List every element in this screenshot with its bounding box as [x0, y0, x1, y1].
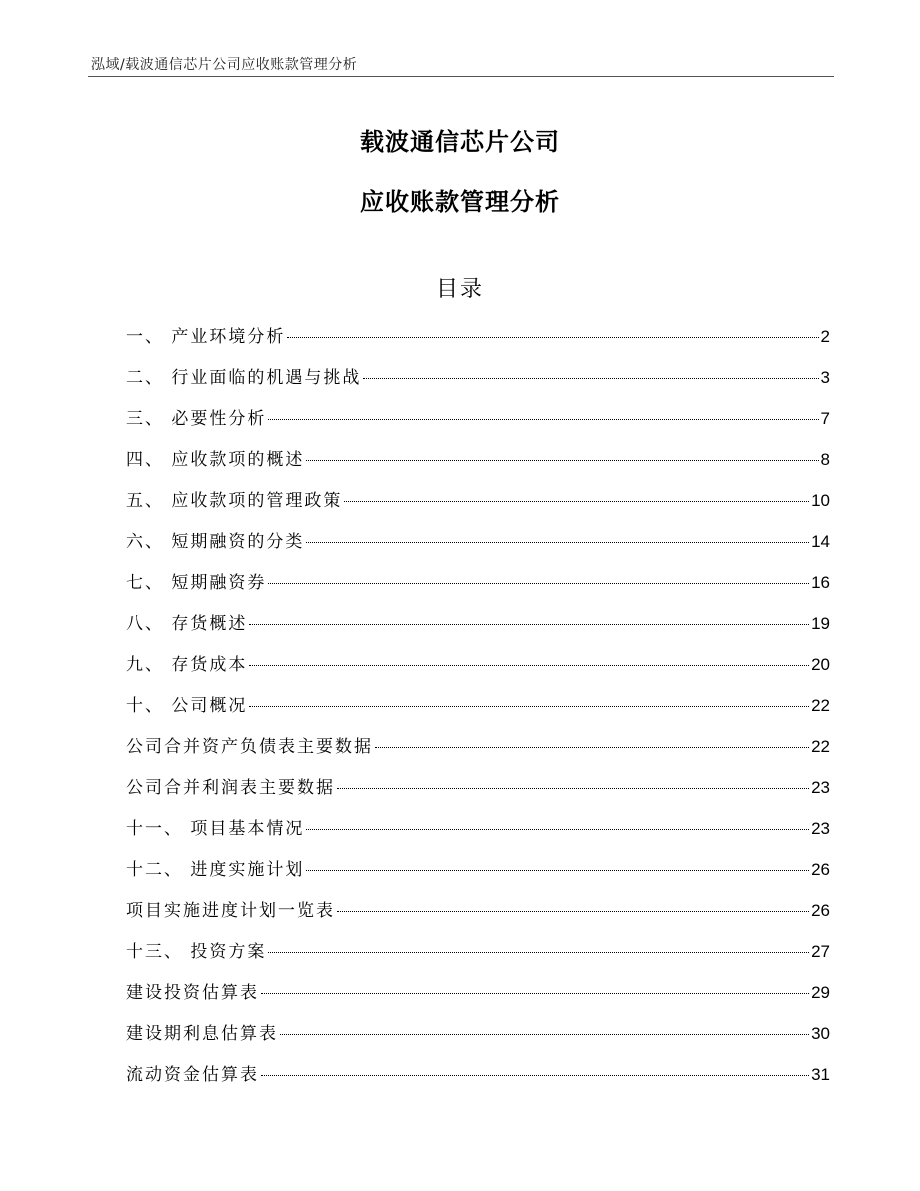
toc-entry[interactable]: [126, 856, 830, 897]
toc-entry[interactable]: [126, 938, 830, 979]
toc-entry-label: 八、 存货概述: [126, 614, 248, 634]
running-header: 泓域/载波通信芯片公司应收账款管理分析: [91, 57, 358, 73]
toc-page-number: 16: [811, 573, 830, 592]
toc-dot-leader: [249, 706, 809, 707]
toc-entry-label: 六、 短期融资的分类: [126, 532, 305, 552]
toc-entry-label: 建设投资估算表: [126, 983, 259, 1003]
toc-heading: 目录: [435, 277, 484, 302]
toc-page-number: 31: [811, 1065, 830, 1084]
toc-entry[interactable]: [126, 1020, 830, 1061]
toc-entry[interactable]: [126, 569, 830, 610]
toc-entry[interactable]: [126, 733, 830, 774]
toc-entry[interactable]: [126, 1061, 830, 1102]
toc-page-number: 14: [811, 532, 830, 551]
toc-page-number: 27: [811, 942, 830, 961]
toc-page-number: 29: [811, 983, 830, 1002]
toc-page-number: 10: [811, 491, 830, 510]
toc-dot-leader: [268, 583, 809, 584]
toc-dot-leader: [337, 911, 809, 912]
toc-dot-leader: [344, 501, 809, 502]
toc-entry[interactable]: [126, 405, 830, 446]
toc-page-number: 22: [811, 696, 830, 715]
document-title-line1: 载波通信芯片公司: [360, 128, 560, 156]
toc-entry-label: 公司合并资产负债表主要数据: [126, 737, 373, 757]
toc-dot-leader: [306, 542, 809, 543]
toc-entry-label: 十一、 项目基本情况: [126, 819, 305, 839]
toc-page-number: 20: [811, 655, 830, 674]
toc-entry[interactable]: [126, 651, 830, 692]
toc-page-number: 30: [811, 1024, 830, 1043]
toc-entry-label: 一、 产业环境分析: [126, 327, 286, 347]
toc-dot-leader: [375, 747, 809, 748]
toc-page-number: 7: [820, 409, 830, 428]
table-of-contents: [126, 323, 830, 1102]
toc-entry[interactable]: [126, 323, 830, 364]
toc-page-number: 26: [811, 901, 830, 920]
toc-entry-label: 十、 公司概况: [126, 696, 248, 716]
toc-entry[interactable]: [126, 487, 830, 528]
toc-entry-label: 建设期利息估算表: [126, 1024, 278, 1044]
toc-dot-leader: [268, 952, 809, 953]
toc-page-number: 23: [811, 778, 830, 797]
toc-dot-leader: [363, 378, 818, 379]
toc-page-number: 26: [811, 860, 830, 879]
toc-entry-label: 十三、 投资方案: [126, 942, 267, 962]
toc-entry-label: 十二、 进度实施计划: [126, 860, 305, 880]
toc-entry-label: 流动资金估算表: [126, 1065, 259, 1085]
toc-page-number: 22: [811, 737, 830, 756]
toc-page-number: 19: [811, 614, 830, 633]
toc-entry-label: 七、 短期融资券: [126, 573, 267, 593]
toc-entry[interactable]: [126, 364, 830, 405]
toc-entry[interactable]: [126, 610, 830, 651]
toc-dot-leader: [268, 419, 818, 420]
document-title-line2: 应收账款管理分析: [360, 188, 560, 216]
toc-entry[interactable]: [126, 692, 830, 733]
toc-dot-leader: [280, 1034, 809, 1035]
toc-entry-label: 五、 应收款项的管理政策: [126, 491, 343, 511]
toc-entry[interactable]: [126, 979, 830, 1020]
toc-dot-leader: [249, 624, 809, 625]
toc-entry-label: 三、 必要性分析: [126, 409, 267, 429]
toc-dot-leader: [306, 829, 809, 830]
toc-entry[interactable]: [126, 446, 830, 487]
toc-dot-leader: [261, 1075, 809, 1076]
toc-dot-leader: [261, 993, 809, 994]
toc-entry[interactable]: [126, 815, 830, 856]
toc-entry-label: 项目实施进度计划一览表: [126, 901, 335, 921]
toc-dot-leader: [306, 460, 818, 461]
toc-entry[interactable]: [126, 897, 830, 938]
toc-dot-leader: [287, 337, 818, 338]
toc-entry-label: 九、 存货成本: [126, 655, 248, 675]
toc-page-number: 3: [820, 368, 830, 387]
toc-page-number: 8: [820, 450, 830, 469]
toc-entry-label: 二、 行业面临的机遇与挑战: [126, 368, 362, 388]
toc-dot-leader: [249, 665, 809, 666]
toc-entry[interactable]: [126, 774, 830, 815]
toc-dot-leader: [306, 870, 809, 871]
toc-page-number: 23: [811, 819, 830, 838]
header-rule: [88, 76, 834, 77]
toc-entry[interactable]: [126, 528, 830, 569]
toc-dot-leader: [337, 788, 809, 789]
toc-page-number: 2: [820, 327, 830, 346]
toc-entry-label: 公司合并利润表主要数据: [126, 778, 335, 798]
toc-entry-label: 四、 应收款项的概述: [126, 450, 305, 470]
